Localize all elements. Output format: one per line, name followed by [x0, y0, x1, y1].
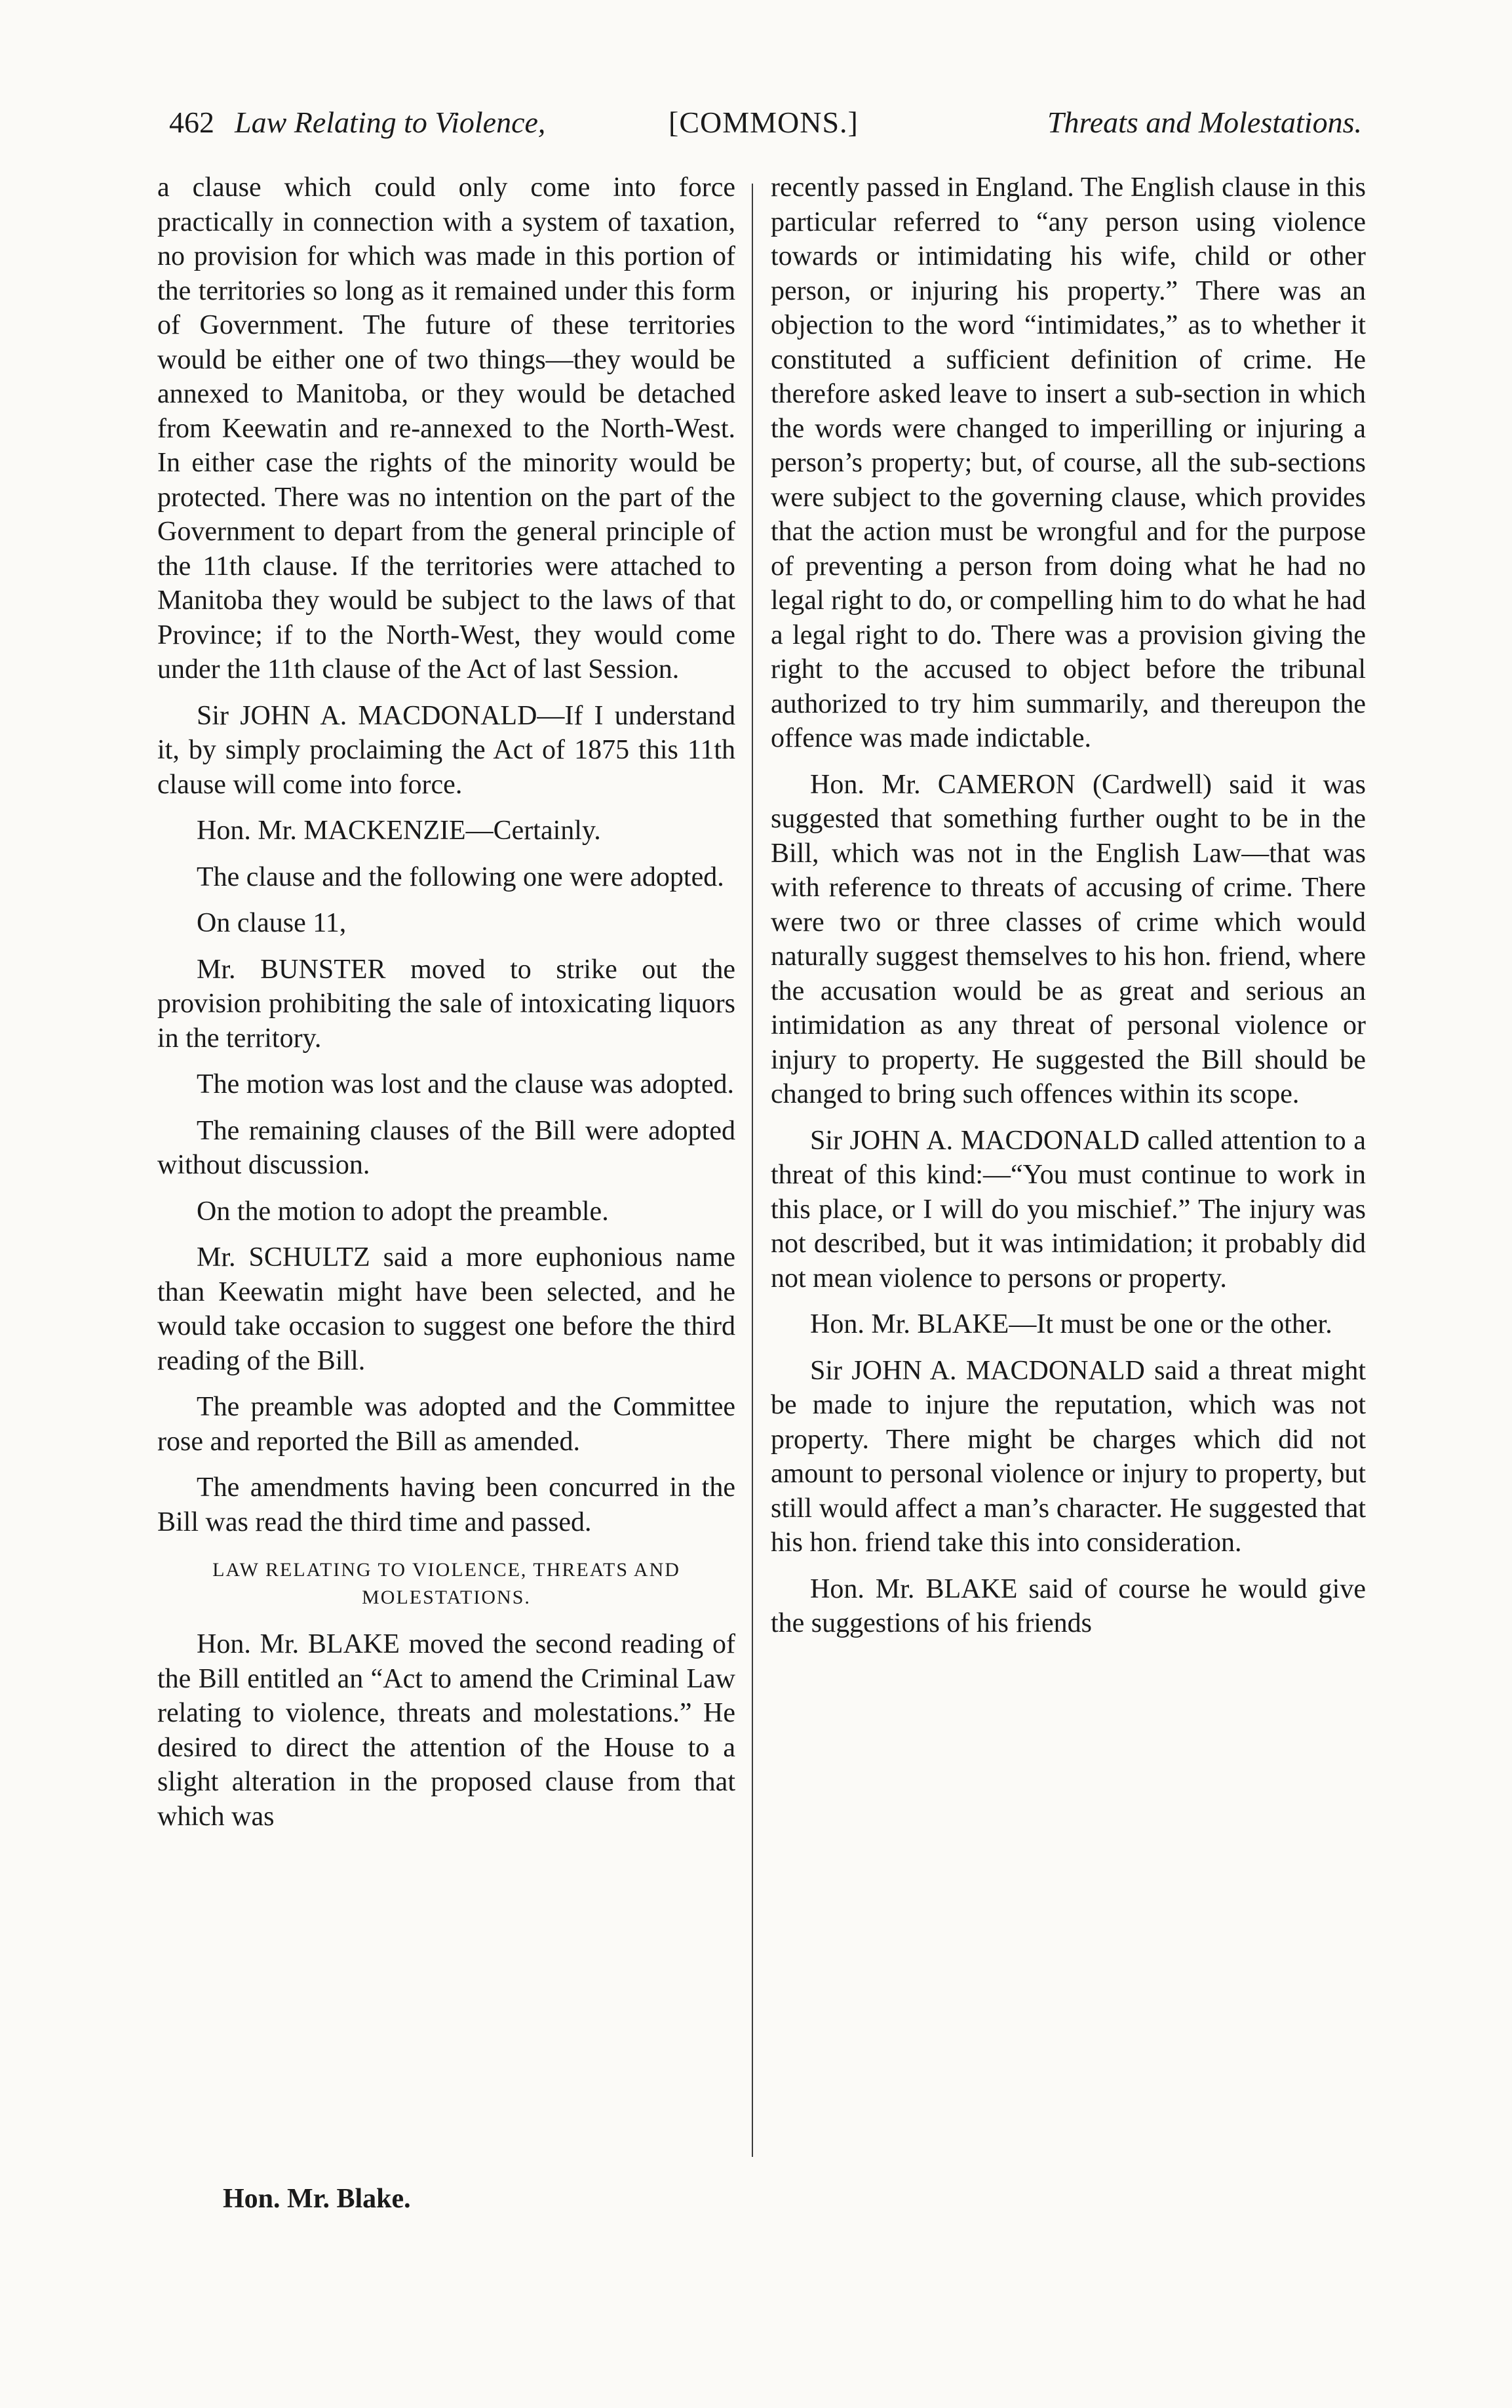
column-divider — [752, 184, 753, 2157]
running-title-center: [COMMONS.] — [669, 106, 859, 139]
paragraph: The amendments having been concurred in the Bill was read the third time and passed. — [157, 1472, 735, 1537]
left-column — [157, 170, 735, 1845]
paragraph: The motion was lost and the clause was adopted. — [197, 1069, 734, 1099]
paragraph: recently passed in England. The English clause in this particular referred to “any person using violence towards or intimidating his wife, child or other person, or injuring his property.” There was an objection to the word “intimidates,” as to whether it constituted a sufficient definition of crime. He therefore asked leave to insert a sub-section in which the words were changed to imperilling or injuring a person’s property; but, of course, all the sub-sections were subject to the governing clause, which provides that the action must be wrongful and for the purpose of preventing a person from doing what he had no legal right to do, or compelling him to do what he had a legal right to do. There was a provision giving the right to the accused to object before the tribunal authorized to try him summarily, and thereupon the offence was made indictable. — [771, 172, 1366, 753]
paragraph: The clause and the following one were adopted. — [197, 861, 724, 892]
paragraph: On the motion to adopt the preamble. — [197, 1196, 609, 1227]
paragraph: Sir JOHN A. MACDONALD said a threat might be made to injure the reputation, which was not property. There might be charges which did not amount to personal violence or injury to property, but still would affect a man’s character. He suggested that his hon. friend take this into consideration. — [771, 1355, 1366, 1558]
paragraph: Hon. Mr. MACKENZIE—Certainly. — [197, 816, 601, 846]
section-heading: LAW RELATING TO VIOLENCE, THREATS AND MOLESTATIONS. — [212, 1559, 680, 1608]
page-number: 462 — [169, 106, 214, 139]
paragraph: Mr. BUNSTER moved to strike out the provision prohibiting the sale of intoxicating liquors in the territory. — [157, 954, 735, 1054]
paragraph: Hon. Mr. BLAKE moved the second reading of the Bill entitled an “Act to amend the Criminal Law relating to violence, threats and molestations.” He desired to direct the attention of the House to a slight alteration in the proposed clause from that which was — [157, 1629, 735, 1832]
paragraph: Hon. Mr. CAMERON (Cardwell) said it was suggested that something further ought to be in the Bill, which was not in the English Law—that was with reference to threats of accusing of crime. There were two or three classes of crime which would naturally suggest themselves to his hon. friend, where the accusation would be as great and serious an intimidation as any threat of personal violence or injury to property. He suggested the Bill should be changed to bring such offences within its scope. — [771, 769, 1366, 1109]
paragraph: Sir JOHN A. MACDONALD called attention to a threat of this kind:—“You must continue to work in this place, or I will do you mischief.” The injury was not described, but it was intimidation; it probably did not mean violence to persons or property. — [771, 1125, 1366, 1293]
catchword: Hon. Mr. Blake. — [223, 2184, 411, 2214]
paragraph: Hon. Mr. BLAKE—It must be one or the other. — [810, 1309, 1332, 1339]
page-header — [169, 98, 1362, 151]
paragraph: Sir JOHN A. MACDONALD—If I understand it, by simply proclaiming the Act of 1875 this 11th clause will come into force. — [157, 700, 735, 800]
running-title-right: Threats and Molestations. — [1047, 106, 1362, 139]
paragraph: Mr. SCHULTZ said a more euphonious name than Keewatin might have been selected, and he would take occasion to suggest one before the third reading of the Bill. — [157, 1242, 735, 1376]
paragraph: On clause 11, — [197, 908, 347, 938]
paragraph: a clause which could only come into force practically in connection with a system of taxation, no provision for which was made in this portion of the territories so long as it remained under this form of Government. The future of these territories would be either one of two things—they would be annexed to Manitoba, or they would be detached from Keewatin and re-annexed to the North-West. In either case the rights of the minority would be protected. There was no intention on the part of the Government to depart from the general principle of the 11th clause. If the territories were attached to Manitoba they would be subject to the laws of that Province; if to the North-West, they would come under the 11th clause of the Act of last Session. — [157, 172, 735, 684]
paragraph: The remaining clauses of the Bill were adopted without discussion. — [157, 1115, 735, 1180]
running-title-left: Law Relating to Violence, — [235, 106, 546, 139]
paragraph: The preamble was adopted and the Committee rose and reported the Bill as amended. — [157, 1392, 735, 1457]
right-column — [771, 170, 1366, 1653]
paragraph: Hon. Mr. BLAKE said of course he would give the suggestions of his friends — [771, 1573, 1366, 1638]
